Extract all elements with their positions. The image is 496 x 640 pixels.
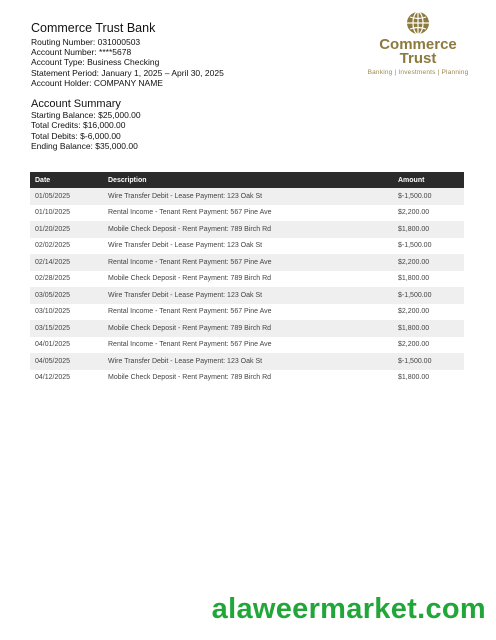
statement-period: Statement Period: January 1, 2025 – April 30, 2025 — [31, 67, 224, 78]
table-row — [30, 188, 464, 205]
column-header-date: Date — [30, 172, 103, 188]
table-row — [30, 337, 464, 354]
routing-number: Routing Number: 031000503 — [31, 37, 141, 47]
cell-date: 02/14/2025 — [30, 254, 103, 271]
cell-amount: $-1,500.00 — [393, 188, 464, 205]
account-holder: Account Holder: COMPANY NAME — [31, 77, 163, 88]
cell-amount: $-1,500.00 — [393, 287, 464, 304]
cell-description: Wire Transfer Debit - Lease Payment: 123 Oak St — [103, 287, 393, 304]
cell-date: 04/12/2025 — [30, 370, 103, 387]
table-row — [30, 254, 464, 271]
cell-description: Rental Income - Tenant Rent Payment: 567 Pine Ave — [103, 304, 393, 321]
table-row — [30, 320, 464, 337]
starting-balance: Starting Balance: $25,000.00 — [31, 110, 141, 120]
table-row — [30, 221, 464, 238]
summary-title: Account Summary — [31, 98, 121, 110]
logo-wordmark — [360, 38, 476, 66]
logo-name-line2: Trust — [399, 50, 437, 67]
ending-balance: Ending Balance: $35,000.00 — [31, 140, 138, 151]
cell-date: 01/10/2025 — [30, 205, 103, 222]
cell-description: Rental Income - Tenant Rent Payment: 567 Pine Ave — [103, 254, 393, 271]
table-row — [30, 287, 464, 304]
bank-logo — [360, 10, 476, 76]
cell-date: 02/28/2025 — [30, 271, 103, 288]
cell-amount: $2,200.00 — [393, 254, 464, 271]
cell-description: Mobile Check Deposit - Rent Payment: 789 Birch Rd — [103, 320, 393, 337]
cell-amount: $-1,500.00 — [393, 353, 464, 370]
cell-description: Mobile Check Deposit - Rent Payment: 789 Birch Rd — [103, 370, 393, 387]
logo-tagline: Banking | Investments | Planning — [367, 69, 469, 76]
watermark-text: alaweermarket.com — [211, 593, 486, 625]
cell-amount: $-1,500.00 — [393, 238, 464, 255]
table-body — [30, 188, 464, 386]
logo-name-line1: Commerce — [379, 36, 457, 53]
cell-description: Mobile Check Deposit - Rent Payment: 789 Birch Rd — [103, 221, 393, 238]
account-summary — [31, 110, 141, 151]
total-debits: Total Debits: $-6,000.00 — [31, 130, 121, 141]
table-row — [30, 353, 464, 370]
cell-date: 01/20/2025 — [30, 221, 103, 238]
table-row — [30, 271, 464, 288]
account-type: Account Type: Business Checking — [31, 57, 160, 68]
transactions-table — [30, 172, 464, 386]
cell-date: 02/02/2025 — [30, 238, 103, 255]
total-credits: Total Credits: $16,000.00 — [31, 120, 126, 131]
cell-date: 04/01/2025 — [30, 337, 103, 354]
cell-amount: $2,200.00 — [393, 337, 464, 354]
column-header-amount: Amount — [393, 172, 464, 188]
cell-description: Wire Transfer Debit - Lease Payment: 123 Oak St — [103, 188, 393, 205]
account-info — [31, 37, 224, 88]
table-row — [30, 238, 464, 255]
account-number: Account Number: ****5678 — [31, 47, 132, 58]
cell-description: Rental Income - Tenant Rent Payment: 567 Pine Ave — [103, 205, 393, 222]
table-header-row — [30, 172, 464, 188]
column-header-description: Description — [103, 172, 393, 188]
cell-amount: $2,200.00 — [393, 304, 464, 321]
table-row — [30, 205, 464, 222]
cell-amount: $1,800.00 — [393, 221, 464, 238]
cell-date: 01/05/2025 — [30, 188, 103, 205]
cell-amount: $2,200.00 — [393, 205, 464, 222]
globe-icon — [405, 10, 431, 36]
cell-description: Mobile Check Deposit - Rent Payment: 789 Birch Rd — [103, 271, 393, 288]
cell-amount: $1,800.00 — [393, 320, 464, 337]
bank-name: Commerce Trust Bank — [31, 21, 156, 35]
cell-date: 03/10/2025 — [30, 304, 103, 321]
cell-date: 03/15/2025 — [30, 320, 103, 337]
table-row — [30, 370, 464, 387]
cell-description: Wire Transfer Debit - Lease Payment: 123 Oak St — [103, 353, 393, 370]
cell-date: 04/05/2025 — [30, 353, 103, 370]
table-row — [30, 304, 464, 321]
cell-amount: $1,800.00 — [393, 271, 464, 288]
cell-amount: $1,800.00 — [393, 370, 464, 387]
cell-description: Rental Income - Tenant Rent Payment: 567 Pine Ave — [103, 337, 393, 354]
cell-description: Wire Transfer Debit - Lease Payment: 123 Oak St — [103, 238, 393, 255]
cell-date: 03/05/2025 — [30, 287, 103, 304]
